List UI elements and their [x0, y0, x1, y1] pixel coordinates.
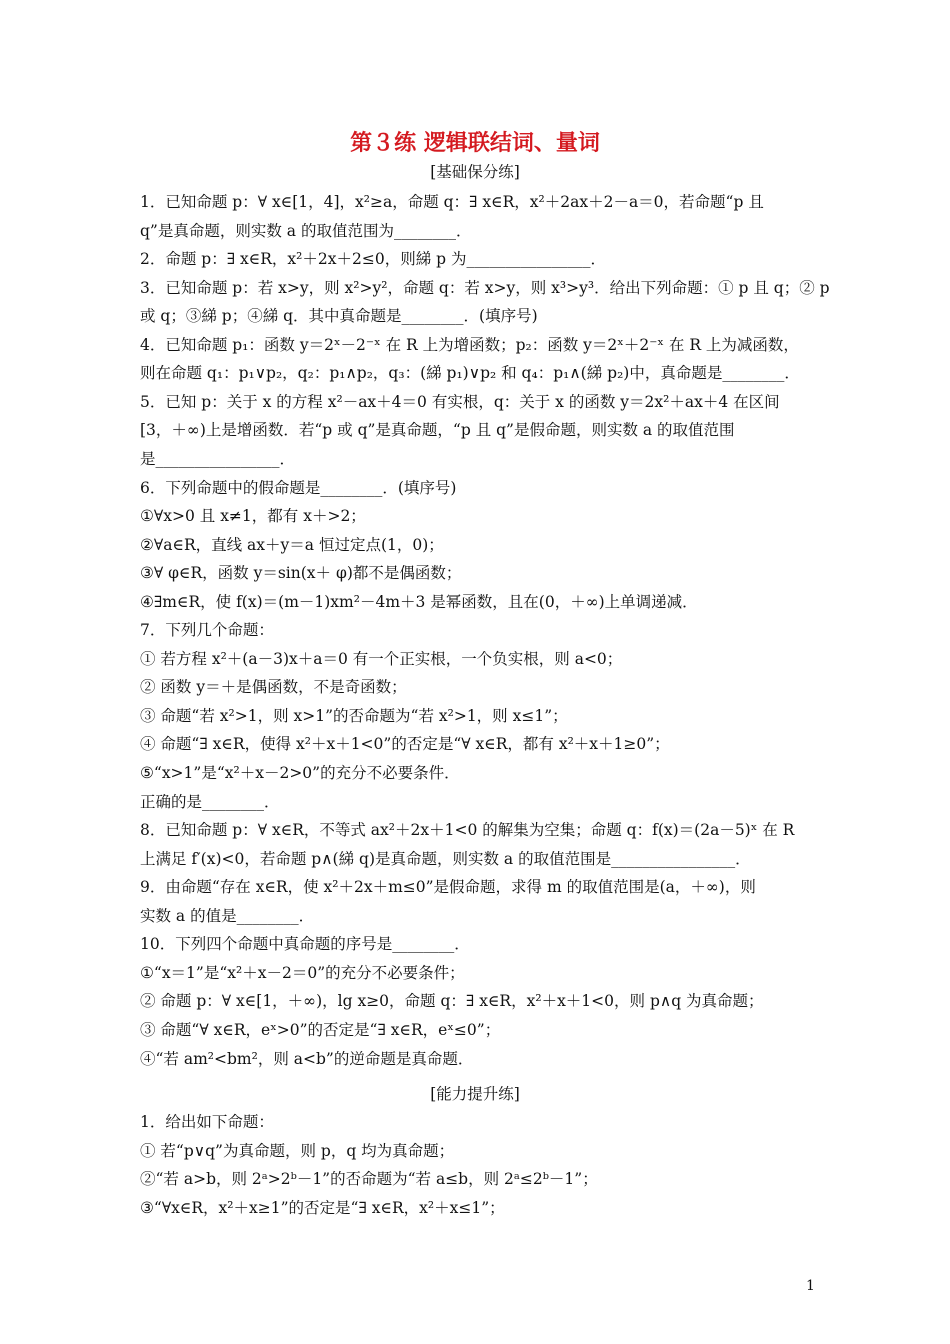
- text-line: ②“若 a>b，则 2ᵃ>2ᵇ－1”的否命题为“若 a≤b，则 2ᵃ≤2ᵇ－1”；: [140, 1170, 598, 1188]
- text-line: 1．给出如下命题：: [140, 1113, 274, 1131]
- text-line: ① 若方程 x²＋(a－3)x＋a＝0 有一个正实根，一个负实根，则 a<0；: [140, 649, 623, 668]
- text-line: 1．已知命题 p：∀ x∈[1，4]，x²≥a，命题 q：∃ x∈R，x²＋2ax＋2－a＝0，若命题“p 且: [140, 193, 764, 211]
- text-line: 6．下列命题中的假命题是________．(填序号): [140, 478, 457, 497]
- text-line: q”是真命题，则实数 a 的取值范围为________．: [140, 221, 472, 240]
- section-advanced-heading: [能力提升练]: [430, 1085, 520, 1103]
- text-line: ④ 命题“∃ x∈R，使得 x²＋x＋1<0”的否定是“∀ x∈R，都有 x²＋x＋1≥0”；: [140, 735, 670, 754]
- text-line: ③∀ φ∈R，函数 y＝sin(x＋ φ)都不是偶函数；: [140, 564, 462, 583]
- text-line: 是________________．: [140, 449, 296, 468]
- text-line: 8．已知命题 p：∀ x∈R，不等式 ax²＋2x＋1<0 的解集为空集；命题 q：f(x)＝(2a－5)ˣ 在 R: [140, 821, 795, 840]
- text-line: 或 q；③綈 p；④綈 q．其中真命题是________．(填序号): [140, 307, 538, 326]
- text-line: 则在命题 q₁：p₁∨p₂，q₂：p₁∧p₂，q₃：(綈 p₁)∨p₂ 和 q₄：p₁∧(綈 p₂)中，真命题是________．: [140, 364, 800, 383]
- text-line: ① 若“p∨q”为真命题，则 p，q 均为真命题；: [140, 1141, 455, 1160]
- text-line: ④∃m∈R，使 f(x)＝(m－1)xm²－4m＋3 是幂函数，且在(0，＋∞)上单调递减．: [140, 592, 698, 611]
- text-line: ①“x＝1”是“x²＋x－2＝0”的充分不必要条件；: [140, 963, 465, 982]
- text-line: ③ 命题“∀ x∈R，eˣ>0”的否定是“∃ x∈R，eˣ≤0”；: [140, 1020, 501, 1039]
- text-line: [3，＋∞)上是增函数．若“p 或 q”是真命题，“p 且 q”是假命题，则实数 a 的取值范围: [140, 421, 735, 440]
- text-line: ⑤“x>1”是“x²＋x－2>0”的充分不必要条件．: [140, 764, 460, 782]
- text-line: 正确的是________．: [140, 792, 280, 811]
- text-line: ①∀x>0 且 x≠1，都有 x＋>2；: [140, 507, 366, 526]
- text-line: ② 函数 y＝＋是偶函数，不是奇函数；: [140, 678, 407, 697]
- text-line: 9．由命题“存在 x∈R，使 x²＋2x＋m≤0”是假命题，求得 m 的取值范围是(a，＋∞)，则: [140, 878, 756, 897]
- text-line: 2．命题 p：∃ x∈R，x²＋2x＋2≤0，则綈 p 为________________．: [140, 250, 606, 269]
- text-line: 7．下列几个命题：: [140, 621, 274, 640]
- page-number: 1: [806, 1278, 815, 1294]
- text-line: ④“若 am²<bm²，则 a<b”的逆命题是真命题．: [140, 1049, 474, 1068]
- text-line: 3．已知命题 p：若 x>y，则 x²>y²，命题 q：若 x>y，则 x³>y³．给出下列命题：① p 且 q；② p: [140, 278, 830, 297]
- text-line: 实数 a 的值是________．: [140, 906, 315, 925]
- text-line: 上满足 f′(x)<0，若命题 p∧(綈 q)是真命题，则实数 a 的取值范围是________________．: [140, 849, 751, 868]
- text-line: ② 命题 p：∀ x∈[1，＋∞)，lg x≥0，命题 q：∃ x∈R，x²＋x＋1<0，则 p∧q 为真命题；: [140, 992, 764, 1011]
- text-line: 5．已知 p：关于 x 的方程 x²－ax＋4＝0 有实根，q：关于 x 的函数 y＝2x²＋ax＋4 在区间: [140, 392, 780, 411]
- text-line: 4．已知命题 p₁：函数 y＝2ˣ－2⁻ˣ 在 R 上为增函数；p₂：函数 y＝2ˣ＋2⁻ˣ 在 R 上为减函数，: [140, 335, 799, 354]
- text-line: ③“∀x∈R，x²＋x≥1”的否定是“∃ x∈R，x²＋x≤1”；: [140, 1198, 505, 1217]
- text-line: ②∀a∈R，直线 ax＋y＝a 恒过定点(1，0)；: [140, 535, 444, 554]
- section-basic-heading: [基础保分练]: [430, 163, 520, 181]
- text-line: 10．下列四个命题中真命题的序号是________．: [140, 935, 470, 954]
- page-title: 第３练 逻辑联结词、量词: [350, 131, 600, 156]
- text-line: ③ 命题“若 x²>1，则 x>1”的否命题为“若 x²>1，则 x≤1”；: [140, 706, 568, 725]
